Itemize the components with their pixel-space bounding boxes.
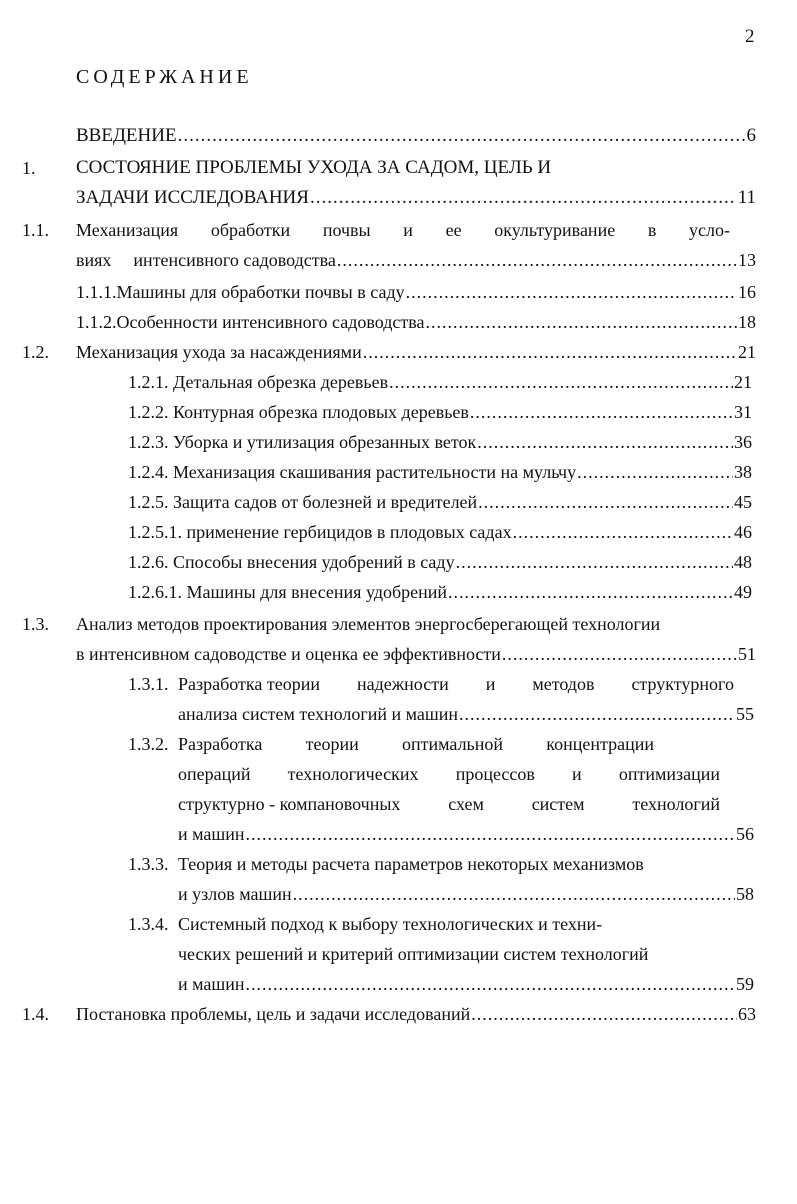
toc-word: Разработка теории: [178, 674, 320, 694]
toc-page: 58: [736, 884, 754, 904]
toc-leader: [577, 460, 733, 484]
toc-word: Разработка: [178, 734, 263, 754]
toc-page: 45: [734, 492, 752, 512]
toc-title: анализа систем технологий и машин: [178, 704, 459, 724]
toc-page: 36: [734, 432, 752, 452]
toc-title: 1.2.2. Контурная обрезка плодовых деревьев: [128, 402, 469, 422]
toc-entry-line: [178, 762, 720, 786]
toc-leader: [513, 520, 733, 544]
toc-title: ЗАДАЧИ ИССЛЕДОВАНИЯ: [76, 187, 309, 208]
toc-page: 11: [737, 187, 756, 208]
toc-entry-section-1-2-5-1: [128, 520, 752, 544]
page-number: 2: [745, 26, 755, 47]
toc-number: 1.3.4.: [128, 914, 169, 934]
toc-title: 1.2.3. Уборка и утилизация обрезанных веток: [128, 432, 477, 452]
toc-entry-section-1-1-1: [76, 280, 756, 304]
toc-entry-section-1-2: [76, 340, 756, 364]
toc-entry-line: [178, 672, 734, 696]
toc-entry-section-1-1: [76, 248, 756, 272]
toc-leader: [389, 370, 733, 394]
toc-entry-section-1-2-5: [128, 490, 752, 514]
toc-title: 1.2.5.1. применение гербицидов в плодовых садах: [128, 522, 512, 542]
toc-title: Механизация ухода за насаждениями: [76, 342, 362, 362]
toc-leader: [459, 702, 735, 726]
toc-entry-section-1: [76, 186, 756, 210]
toc-entry-section-1-2-6-1: [128, 580, 752, 604]
toc-word: оптимальной: [402, 734, 504, 754]
toc-page: 63: [738, 1004, 756, 1024]
toc-title: 1.2.1. Детальная обрезка деревьев: [128, 372, 389, 392]
toc-entry-section-1-3: [76, 642, 756, 666]
toc-word: процессов: [455, 764, 535, 784]
toc-title: 1.2.6. Способы внесения удобрений в саду: [128, 552, 455, 572]
toc-number: 1.: [22, 158, 36, 178]
toc-title: и узлов машин: [178, 884, 292, 904]
toc-title: 1.2.6.1. Машины для внесения удобрений: [128, 582, 448, 602]
toc-leader: [470, 400, 733, 424]
toc-entry-line: [178, 732, 654, 756]
toc-page: 6: [746, 125, 756, 146]
toc-word: технологий: [632, 794, 720, 814]
toc-leader: [448, 580, 733, 604]
toc-leader: [478, 490, 733, 514]
toc-word: окультуривание: [494, 220, 616, 240]
toc-number: 1.1.: [22, 220, 49, 240]
toc-entry-line: Анализ методов проектирования элементов энергосберегающей технологии: [76, 614, 661, 634]
toc-word: технологических: [287, 764, 419, 784]
toc-word: Механизация: [76, 220, 179, 240]
toc-entry-section-1-3-3: [178, 882, 754, 906]
toc-number: 1.3.1.: [128, 674, 169, 694]
toc-word: оптимизации: [618, 764, 720, 784]
toc-leader: [406, 280, 737, 304]
toc-title: Постановка проблемы, цель и задачи исследований: [76, 1004, 471, 1024]
toc-entry-section-1-3-4: [178, 972, 754, 996]
toc-leader: [456, 550, 733, 574]
toc-title: в интенсивном садоводстве и оценка ее эффективности: [76, 644, 501, 664]
toc-number: 1.2.: [22, 342, 49, 362]
toc-title: 1.2.5. Защита садов от болезней и вредителей: [128, 492, 478, 512]
toc-number: 1.4.: [22, 1004, 49, 1024]
toc-page: 16: [738, 282, 756, 302]
toc-entry-section-1-1-2: [76, 310, 756, 334]
toc-page: 21: [738, 342, 756, 362]
toc-leader: [178, 124, 746, 148]
toc-word: усло-: [689, 220, 730, 240]
toc-leader: [502, 642, 737, 666]
toc-number: 1.3.3.: [128, 854, 169, 874]
toc-title: и машин: [178, 824, 245, 844]
toc-entry-line: [178, 792, 720, 816]
toc-number: 1.3.2.: [128, 734, 169, 754]
toc-title: 1.1.2.Особенности интенсивного садоводства: [76, 312, 425, 332]
toc-page: 21: [734, 372, 752, 392]
toc-word: и: [572, 764, 582, 784]
toc-entry-section-1-3-2: [178, 822, 754, 846]
toc-word: структурно - компановочных: [178, 794, 401, 814]
toc-page: 31: [734, 402, 752, 422]
toc-word: схем: [448, 794, 484, 814]
toc-word: систем: [531, 794, 585, 814]
toc-page: 48: [734, 552, 752, 572]
toc-page: 56: [736, 824, 754, 844]
toc-leader: [471, 1002, 737, 1026]
toc-leader: [337, 248, 737, 272]
toc-entry-line: Теория и методы расчета параметров некоторых механизмов: [178, 854, 644, 874]
toc-leader: [477, 430, 733, 454]
toc-entry-introduction: [76, 124, 756, 148]
toc-page: 18: [738, 312, 756, 332]
toc-entry-section-1-3-1: [178, 702, 754, 726]
toc-title: и машин: [178, 974, 245, 994]
toc-word: структурного: [631, 674, 734, 694]
toc-page: 49: [734, 582, 752, 602]
toc-page: 59: [736, 974, 754, 994]
toc-word: обработки: [210, 220, 291, 240]
toc-leader: [426, 310, 737, 334]
toc-entry-line: Системный подход к выбору технологических и техни-: [178, 914, 603, 934]
toc-title: ВВЕДЕНИЕ: [76, 125, 177, 146]
page-title: СОДЕРЖАНИЕ: [76, 66, 253, 88]
toc-word: методов: [532, 674, 595, 694]
toc-title: 1.1.1.Машины для обработки почвы в саду: [76, 282, 405, 302]
toc-page: 13: [738, 250, 756, 270]
toc-title: интенсивного садоводства: [133, 250, 336, 270]
toc-page: 46: [734, 522, 752, 542]
toc-word: концентрации: [546, 734, 654, 754]
toc-entry-line: СОСТОЯНИЕ ПРОБЛЕМЫ УХОДА ЗА САДОМ, ЦЕЛЬ И: [76, 157, 552, 178]
toc-word: в: [647, 220, 657, 240]
toc-word: теории: [305, 734, 359, 754]
toc-entry-line: [76, 218, 730, 242]
toc-entry-line: ческих решений и критерий оптимизации систем технологий: [178, 944, 649, 964]
toc-page: 38: [734, 462, 752, 482]
toc-word: и: [403, 220, 413, 240]
toc-page: 51: [738, 644, 756, 664]
toc-title: 1.2.4. Механизация скашивания растительности на мульчу: [128, 462, 577, 482]
toc-number: 1.3.: [22, 614, 49, 634]
toc-title: виях: [76, 250, 112, 270]
toc-word: почвы: [322, 220, 371, 240]
toc-entry-section-1-4: [76, 1002, 756, 1026]
toc-entry-section-1-2-4: [128, 460, 752, 484]
toc-word: надежности: [356, 674, 449, 694]
toc-leader: [293, 882, 735, 906]
toc-entry-section-1-2-1: [128, 370, 752, 394]
toc-entry-section-1-2-6: [128, 550, 752, 574]
toc-leader: [246, 822, 735, 846]
toc-word: и: [485, 674, 496, 694]
toc-entry-section-1-2-2: [128, 400, 752, 424]
toc-word: операций: [178, 764, 251, 784]
toc-leader: [363, 340, 737, 364]
toc-entry-section-1-2-3: [128, 430, 752, 454]
toc-leader: [310, 186, 737, 210]
toc-page: 55: [736, 704, 754, 724]
toc-leader: [246, 972, 735, 996]
toc-word: ее: [445, 220, 462, 240]
